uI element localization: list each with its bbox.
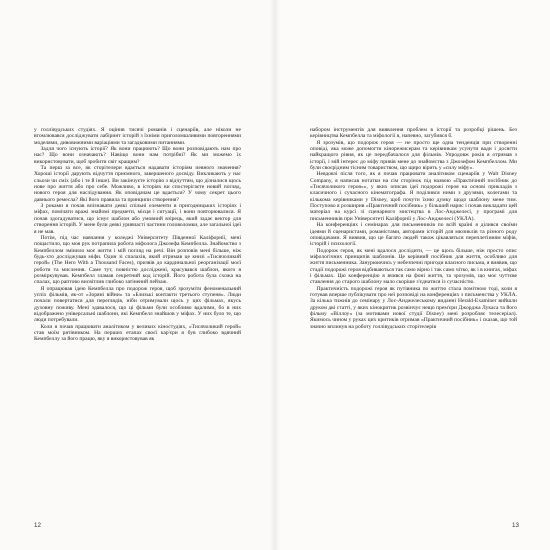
paragraph: набором інструментів для виявлення проблем в історії та розробці рішень. Без керівництва Кемпбелла та міфології я, напевно, загубився б. <box>310 127 517 140</box>
paragraph: Коли я почав працювати аналітиком у великих кіностудіях, «Тисячоликий герой» став моїм рятівником. На перших етапах своєї кар'єри я був глибоко вдячний Кемпбеллу за його працю, яку я використовував як <box>34 323 241 343</box>
paragraph: Я опрацював ідею Кемпбелла про подорож героя, щоб зрозуміти феноменальний успіх фільмів, як-от «Зоряні війни» та «Близькі контакти третього ступеня». Люди почали повертатися для переглядів, ніби отримували щось у цих фільмах, якусь духовну поживу. Мені здавалося, що ці фільми були особливо вдалими, бо в них відображено універсальні шаблони, які Кемпбелл знайшов у міфах. У них було те, що люди потребували. <box>34 285 241 324</box>
paragraph: Подорож героя, як мені вдалося дослідити, — це щось більше, ніж просто опис міфологічних принципів шаблонів. Це керівний посібник для життя, особливо для життя письменника. Занурюючись у небезпечні пригоди власного письма, я виявив, що стадії подорожі героя відбиваються так само вірно і так само чітко, як і в книгах, міфах і фільмах. Цю конференцію я вчився на фоні життя, та зрозумів, що моє чуттєве ставлення до старого шаблону мало скоріше з'єднатися із сучасністю. <box>310 247 517 286</box>
page-number: 13 <box>512 522 519 529</box>
right-page-text <box>310 127 517 330</box>
book-gutter <box>270 0 280 550</box>
left-page-text <box>34 127 241 343</box>
paragraph: Та перш за все, як сторітелери вдається надавати історіям певного значення? Хороші історії дарують відчуття приємного, завершеного досвіду. Викликають у нас сльози чи сміх (або і те й інше). Ви закінчуєте історію з відчуттям, що дізналися щось нове про життя або про себе. Можливо, в історіях ви спостерігаєте новий погляд, нового героя для наслідування. Як оповідачам це вдається? У чому секрет цього давнього ремесла? Які його правила та принципи створення? <box>34 165 241 203</box>
paragraph: З роками я почав впізнавати деякі спільні елементи в пригодницьких історіях і міфах, помічати вражі знайомі предмети, місця і ситуації, і вони повторювалися. Я почав здогадуватися, що існує шаблон або умовний взірець, який задає вектор для створення історій. У мене були деякі уривчасті частини головоломки, але загальної ідеї я не мав. <box>34 203 241 235</box>
paragraph: На конференціях і семінарах для письменників по всій країні я ділився своїми ідеями й сценаристами, романістами, авторами історій для мюзиклів та різного роду оповідачами. Я виявив, що це багато людей також цікавляться переплетінням міфів, історій і психології. <box>310 222 517 248</box>
page-number: 12 <box>34 522 41 529</box>
paragraph: Я зрозумів, що подорож героя — не просто ще одна тенденція при створенні оповіді, яка може допомогти кінорежисерам та керівникам усунути вади і досягти найкращого рівня, як це передбачалося для фільмів. Упродовж років я отримав з історії, і мій інтерес до міфу привів мене до знайомства з Джозефом Кемпбеллом. Ми були своєрідним тісним товариством, що щиро вірить у «силу міфу». <box>310 139 517 172</box>
paragraph: Потім, під час навчання у коледжі Університету Південної Каліфорнії, мені пощастило, що моя рук потрапила робота міфолога Джозефа Кемпбелла. Знайомство з Кемпбеллом змінило моє життя і мій погляд на речі. Він розповів мені більше, ніж будь-хто досліджував міфи. Один зі спалахів, який отримав це книзі «Тисячоликий герой» (The Hero With a Thousand Faces), призвів до кардинальної реорганізації моєї роботи та мислення. Саме тут, повністю досліджені, красувався шаблон, якого я розміркувував. Кемпбелл зламав секретний код історій. Його робота була схожа на спалах, що раптово висвітлив глибоко затінений пейзаж. <box>34 234 241 286</box>
paragraph: Задля чого існують історії? Як вони працюють? Що вони розповідають нам про нас? Що вони означають? Навіщо вони нам потрібні? Як ми можемо їх використовувати, щоб зробити світ кращим? <box>34 146 241 165</box>
paragraph: у голлівудських студіях. Я оцінив тисячі романів і сценаріїв, але ніколи не втомлювався досліджувати лабіринт історій з їхніми приголомшливими повтореннями моделями, дивовижними варіаціями та загадковими питаннями. <box>34 127 241 146</box>
paragraph: Невдовзі після того, як я почав працювати аналітиком сценаріїв у Walt Disney Company, я написав нотатки на сім сторінок під назвою «Практичний посібник до «Тисячоликого героя»», у яких описав ідеї подорожі героя на основі прикладів з класичного і сучасного кінематографа. Я поділився ними з друзями, колегами та кількома керівниками у Disney, щоб почути їхню думку щодо шаблону мене тим. Поступово я розширив «Практичний посібник» у більший нарис і почав викладати цей матеріал на курсі зі сценарного мистецтва в Лос-Анджелесі, у програмі для письменників при Університеті Каліфорнії у Лос-Анджелесі (УКЛА). <box>310 171 517 222</box>
paragraph: Практичність подорожі героя як путівника по життю стала помітною тоді, коли я готував вперше публікувати про неї розповіді на конференціях з письменства у УКЛА. За кілька тижнів до семінару у Лос-Анджелеському виданні Herald-Examiner вийшли друком дві статті, у яких кінокритик розвінчує нещо прем'єри Джорджа Лукаса та його фільму «Віллоу» (за мотивами нової студії Disney) мені розробляє телесеріал). Якимось чином у руках цих критиків отримав «Практичний посібник» і сказав, що той значно вплинув на роботу голлівудських сторітелерів <box>310 285 517 330</box>
right-page <box>275 0 550 550</box>
